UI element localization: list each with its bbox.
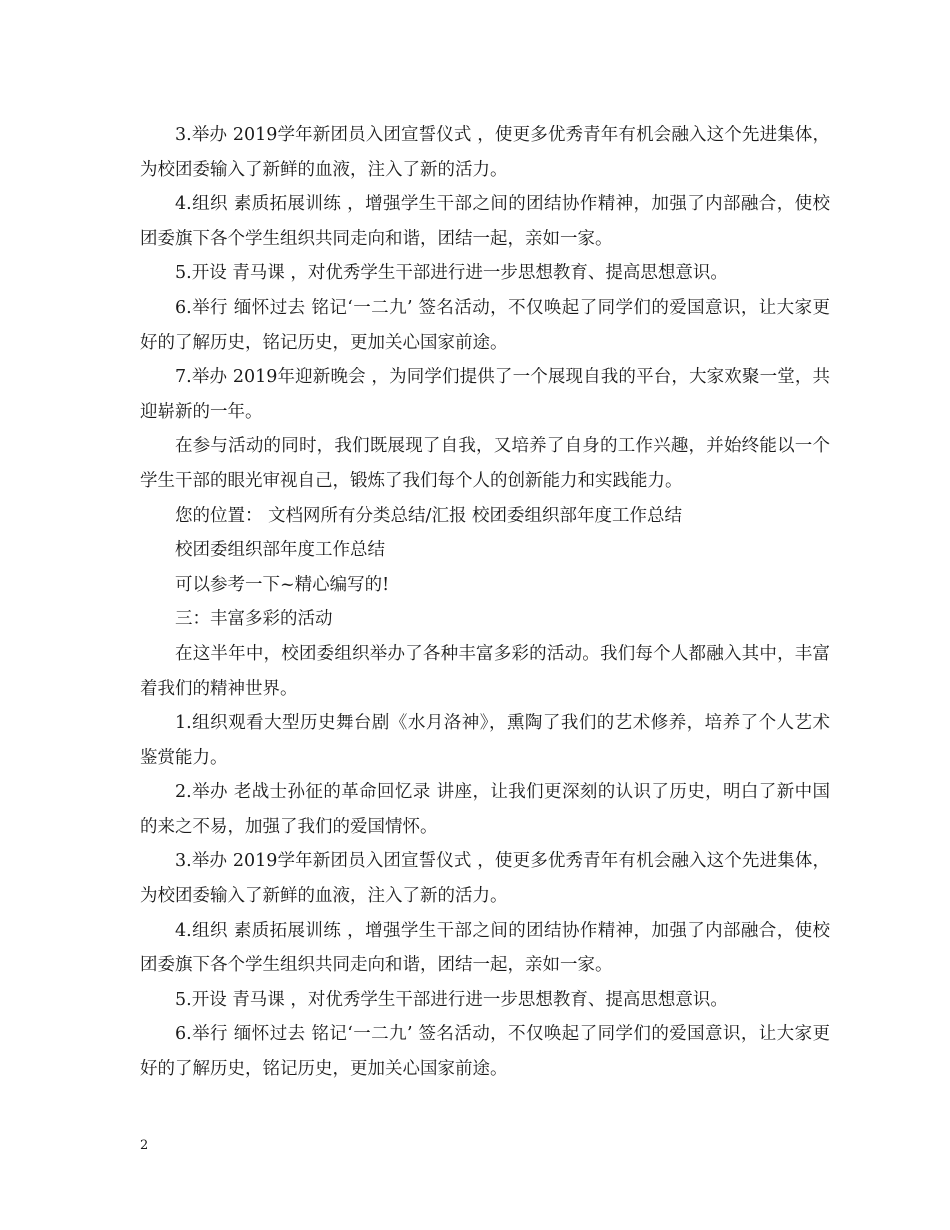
paragraph-item-7-party: 7.举办 2019年迎新晚会 ，为同学们提供了一个展现自我的平台，大家欢聚一堂，共迎崭新的一年。 xyxy=(140,367,830,422)
paragraph-doc-title: 校团委组织部年度工作总结 xyxy=(175,540,385,561)
paragraph-item-6-signing-repeat: 6.举行 缅怀过去 铭记‘一二九’ 签名活动，不仅唤起了同学们的爱国意识，让大家更好的了解历史，铭记历史，更加关心国家前途。 xyxy=(140,1024,830,1080)
paragraph-location: 您的位置： 文档网所有分类总结/汇报 校团委组织部年度工作总结 xyxy=(175,505,683,526)
paragraph-summary: 在参与活动的同时，我们既展现了自我，又培养了自身的工作兴趣，并始终能以一个学生干部的眼光审视自己，锻炼了我们每个人的创新能力和实践能力。 xyxy=(140,436,830,491)
paragraph-item-2-lecture: 2.举办 老战士孙征的革命回忆录 讲座，让我们更深刻的认识了历史，明白了新中国的来之不易，加强了我们的爱国情怀。 xyxy=(140,782,830,837)
paragraph-item-3-ceremony-repeat: 3.举办 2019学年新团员入团宣誓仪式 ，使更多优秀青年有机会融入这个先进集体，为校团委输入了新鲜的血液，注入了新的活力。 xyxy=(140,851,830,907)
paragraph-item-4-training: 4.组织 素质拓展训练 ，增强学生干部之间的团结协作精神，加强了内部融合，使校团委旗下各个学生组织共同走向和谐，团结一起，亲如一家。 xyxy=(140,194,830,249)
page-number: 2 xyxy=(140,1138,149,1153)
paragraph-item-5-course-repeat: 5.开设 青马课 ，对优秀学生干部进行进一步思想教育、提高思想意识。 xyxy=(175,989,728,1010)
page-body xyxy=(140,118,830,1087)
paragraph-item-4-training-repeat: 4.组织 素质拓展训练 ，增强学生干部之间的团结协作精神，加强了内部融合，使校团委旗下各个学生组织共同走向和谐，团结一起，亲如一家。 xyxy=(140,920,830,976)
paragraph-item-6-signing: 6.举行 缅怀过去 铭记‘一二九’ 签名活动，不仅唤起了同学们的爱国意识，让大家更好的了解历史，铭记历史，更加关心国家前途。 xyxy=(140,297,830,353)
paragraph-note: 可以参考一下~精心编写的! xyxy=(175,574,390,595)
paragraph-item-3-ceremony: 3.举办 2019学年新团员入团宣誓仪式 ，使更多优秀青年有机会融入这个先进集体，为校团委输入了新鲜的血液，注入了新的活力。 xyxy=(140,125,830,180)
paragraph-intro: 在这半年中，校团委组织举办了各种丰富多彩的活动。我们每个人都融入其中，丰富着我们的精神世界。 xyxy=(140,643,830,699)
section-heading: 三：丰富多彩的活动 xyxy=(175,609,333,630)
paragraph-item-1-drama: 1.组织观看大型历史舞台剧《水月洛神》，熏陶了我们的艺术修养，培养了个人艺术鉴赏能力。 xyxy=(140,713,830,768)
paragraph-item-5-course: 5.开设 青马课 ，对优秀学生干部进行进一步思想教育、提高思想意识。 xyxy=(175,263,728,284)
